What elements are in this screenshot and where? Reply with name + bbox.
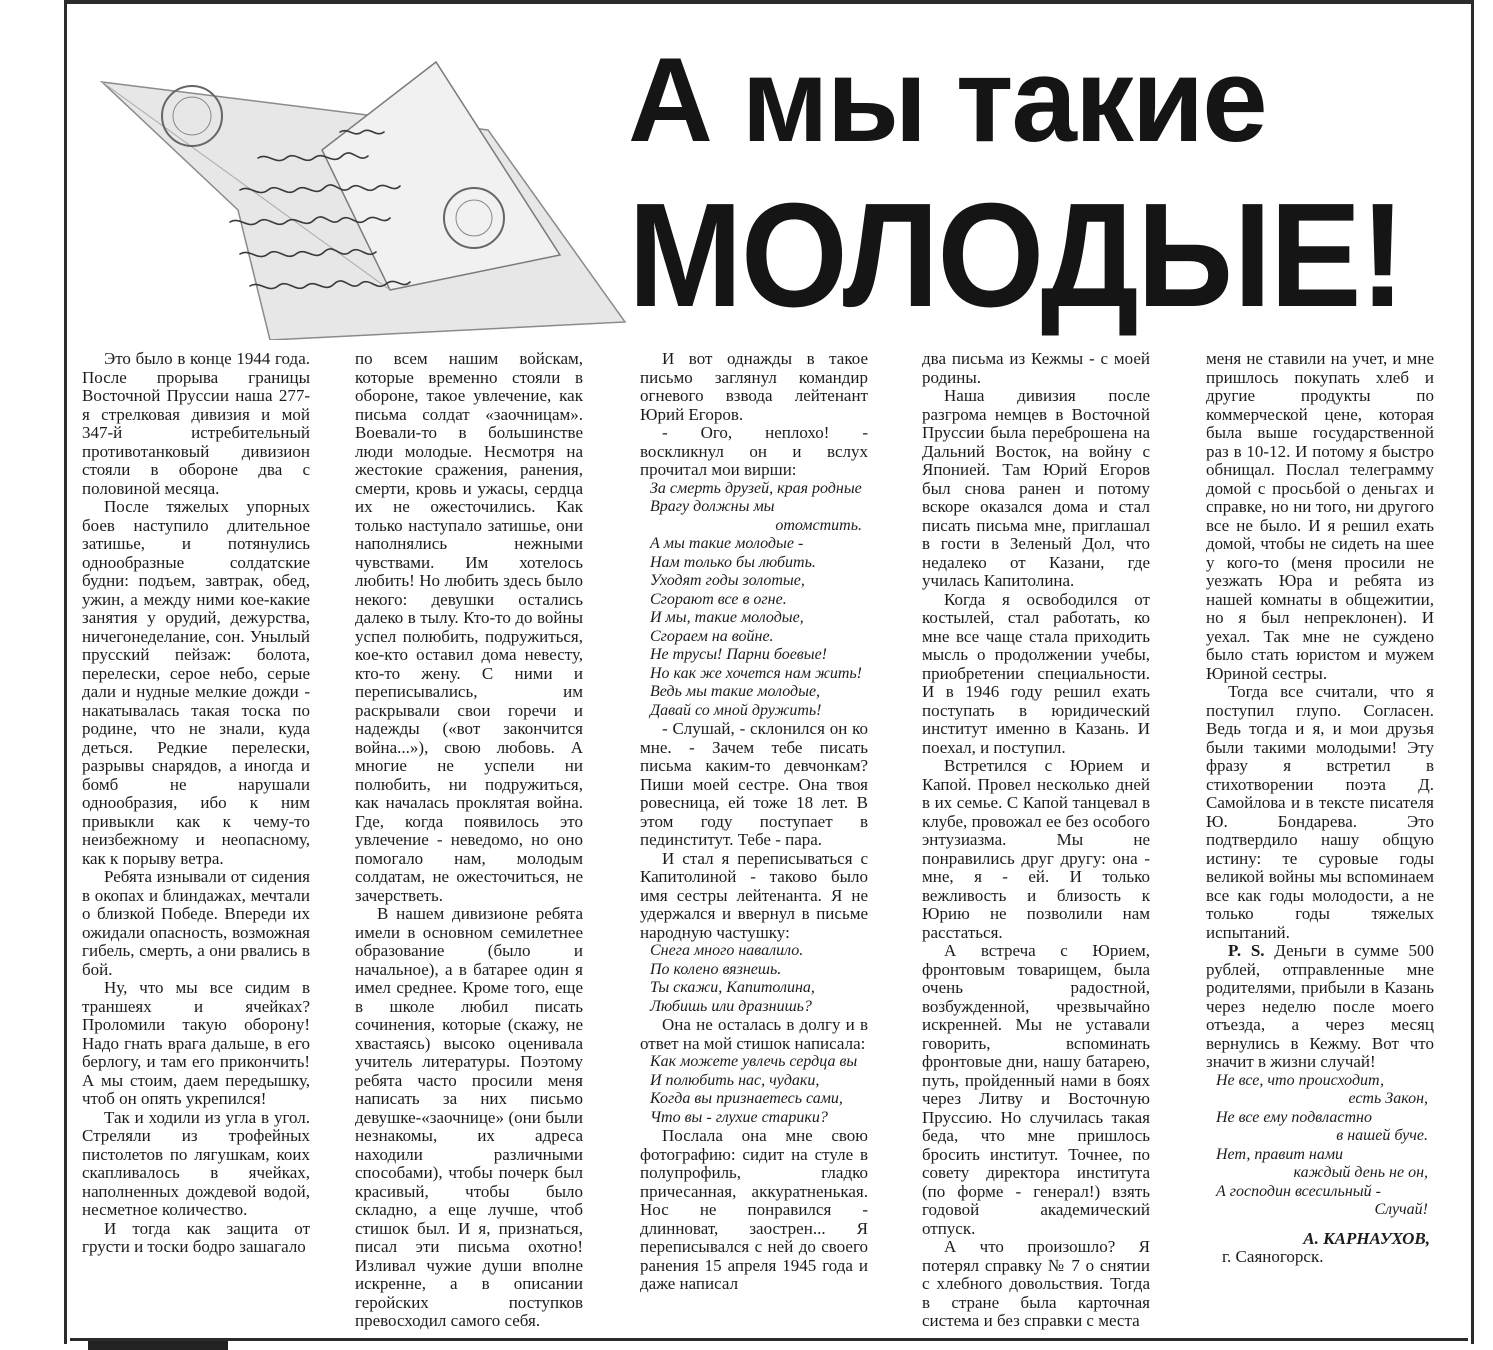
poem-line: И мы, такие молодые,: [650, 609, 804, 626]
poem-line: Как можете увлечь сердца вы: [650, 1053, 858, 1070]
headline-line-1: А мы такие: [628, 33, 1266, 167]
paragraph: меня не ставили на учет, и мне пришлось покупать хлеб и другие продукты по коммерческой цене, которая была выше государственной раз в 10-12. И потому я быстро обнищал. Послал телеграмму домой с просьбой о деньгах и справке, но ни того, ни другого все не было. И я решил ехать домой, чтобы не сидеть на шее у кого-то (меня просили не уезжать Юра и ребята из нашей комнаты в общежитии, но я был непреклонен). И уехал. Так мне не суждено было стать юристом и мужем Юриной сестры.: [1206, 349, 1434, 683]
poem-line: Сгорают все в огне.: [650, 590, 787, 608]
poem-line: А мы такие молодые -: [650, 535, 804, 552]
poem-line: Давай со мной дружить!: [650, 701, 822, 719]
paragraph: А что произошло? Я потерял справку № 7 о снятии с хлебного довольствия. Тогда в стране была карточная система и без справки с места: [922, 1237, 1150, 1330]
poem-line: Уходят годы золотые,: [650, 572, 805, 589]
paragraph: - Ого, неплохо! - воскликнул он и вслух прочитал мои вирши:: [640, 423, 868, 479]
poem-line: есть Закон,: [1348, 1090, 1428, 1107]
poem-line: Снега много навалило.: [650, 942, 804, 959]
paragraph: И тогда как защита от грусти и тоски бодро зашагало: [82, 1218, 310, 1256]
bottom-rule: [70, 1338, 1468, 1341]
poem-line: Врагу должны мы: [650, 498, 775, 515]
paragraph: Ну, что мы все сидим в траншеях и ячейках? Проломили такую оборону! Надо гнать врага дальше, в его берлогу, и там его прикончить! А мы стоим, даем передышку, чтоб он опять укрепился!: [82, 978, 310, 1108]
poem-line: За смерть друзей, края родные: [650, 479, 862, 497]
poem-line: По колено вязнешь.: [650, 960, 782, 978]
poem-line: Не трусы! Парни боевые!: [650, 646, 828, 663]
poem-line: А господин всесильный -: [1216, 1182, 1381, 1200]
column-1: [82, 350, 310, 1257]
paragraph: два письма из Кежмы - с моей родины.: [922, 349, 1150, 387]
poem-line: Ты скажи, Капитолина,: [650, 979, 815, 996]
paragraph: Наша дивизия после разгрома немцев в Восточной Пруссии была переброшена на Дальний Восток, на войну с Японией. Там Юрий Егоров был снова ранен и потому вскоре оказался дома и стал писать письма мне, приглашал в гости в Зеленый Дол, что недалеко от Казани, где училась Капитолина.: [922, 386, 1150, 590]
poem-stanza: [650, 535, 868, 720]
poem-line: Не все ему подвластно: [1216, 1108, 1372, 1126]
author-city: г. Саяногорск.: [1222, 1247, 1324, 1266]
headline-line-2: МОЛОДЫЕ!: [628, 173, 1404, 338]
paragraph: Встретился с Юрием и Капой. Провел несколько дней в их семье. С Капой танцевал в клубе, провожал ее без особого энтузиазма. Мы не понравились друг другу: она - мне, я - ей. И только вежливость и близость к Юрию не позволили нам расстаться.: [922, 756, 1150, 942]
paragraph: Ребята изнывали от сидения в окопах и блиндажах, мечтали о близкой Победе. Впереди их ожидали опасность, возможная гибель, смерть, а они рвались в бой.: [82, 867, 310, 979]
poem-stanza: [1216, 1072, 1434, 1220]
postscript-label: P. S.: [1228, 941, 1265, 960]
poem-line: в нашей буче.: [1336, 1127, 1428, 1144]
poem-stanza: [650, 1053, 868, 1127]
column-4: [922, 350, 1150, 1331]
postscript: [1206, 942, 1434, 1072]
poem-line: Нам только бы любить.: [650, 553, 816, 571]
paragraph: Тогда все считали, что я поступил глупо. Согласен. Ведь тогда и я, и мои друзья были такими молодыми! Эту фразу я встретил в стихотворении поэта Д. Самойлова и в тексте писателя Ю. Бондарева. Это подтвердило нашу общую истину: те суровые годы великой войны мы вспоминаем все как годы молодости, а не только годы тяжелых испытаний.: [1206, 682, 1434, 942]
paragraph: Послала она мне свою фотографию: сидит на стуле в полупрофиль, гладко причесанная, аккуратненькая. Нос не понравился - длинноват, заострен... Я переписывался с ней до своего ранения 15 апреля 1945 года и даже написал: [640, 1126, 868, 1293]
author-signature: А. КАРНАУХОВ,: [1303, 1228, 1430, 1248]
poem-line: каждый день не он,: [1293, 1164, 1428, 1181]
paragraph: После тяжелых упорных боев наступило длительное затишье, и потянулись однообразные солдатские будни: подъем, завтрак, обед, ужин, а между ними кое-какие занятия у орудий, дежурства, ничегонеделание, сон. Унылый прусский пейзаж: болота, перелески, серое небо, серые дали и нудные мелкие дожди - накатывалась такая тоска по родине, что не знали, куда деться. Редкие перелески, разрывы снарядов, а иногда и бомб не нарушали однообразия, ибо к ним привыкли как к чему-то неизбежному и неопасному, как к порыву ветра.: [82, 497, 310, 868]
postscript-text: Деньги в сумме 500 рублей, отправленные мне родителями, прибыли в Казань через неделю после моего отъезда, а через месяц вернулись в Кежму. Вот что значит в жизни случай!: [1206, 941, 1434, 1071]
paragraph: Это было в конце 1944 года. После прорыва границы Восточной Пруссии наша 277-я стрелковая дивизия и мой 347-й истребительный противотанковый дивизион стояли в обороне два с половиной месяца.: [82, 349, 310, 498]
poem-line: отомстить.: [775, 516, 862, 534]
poem-line: Нет, правит нами: [1216, 1145, 1344, 1163]
column-2: [355, 350, 583, 1331]
paragraph: Она не осталась в долгу и в ответ на мой стишок написала:: [640, 1015, 868, 1053]
poem-line: Но как же хочется нам жить!: [650, 664, 862, 682]
poem-stanza: [650, 480, 868, 536]
folded-letter-icon: [90, 40, 630, 340]
paragraph: Когда я освободился от костылей, стал работать, ко мне все чаще стала приходить мысль о продолжении учебы, приобретении специальности. И в 1946 году решил ехать поступать в юридический институт именно в Казань. И поехал, и поступил.: [922, 589, 1150, 757]
poem-line: И полюбить нас, чудаки,: [650, 1071, 820, 1089]
poem-line: Сгораем на войне.: [650, 627, 774, 645]
paragraph: Так и ходили из угла в угол. Стреляли из трофейных пистолетов по лягушкам, коих скапливалось в ячейках, наполненных дождевой водой, несметное количество.: [82, 1107, 310, 1219]
poem-line: Что вы - глухие старики?: [650, 1108, 828, 1126]
poem-line: Любишь или дразнишь?: [650, 997, 812, 1015]
paragraph: И стал я переписываться с Капитолиной - таково было имя сестры лейтенанта. Я не удержался и ввернул в письме народную частушку:: [640, 848, 868, 942]
poem-line: Ведь мы такие молодые,: [650, 683, 821, 700]
paragraph: В нашем дивизионе ребята имели в основном семилетнее образование (было и начальное), а в батарее один я имел среднее. Кроме того, еще в школе любил писать сочинения, которые (скажу, не хвастаясь) высоко оценивала учитель литературы. Поэтому ребята часто просили меня написать за них письмо девушке-«заочнице» (они были незнакомы, их адреса находили различными способами), чтобы почерк был красивый, чтобы было складно, а еще лучше, чтоб стишок был. И я, признаться, писал эти письма охотно! Изливал чужие души вполне искренне, а в описании геройских поступков превосходил самого себя.: [355, 904, 583, 1330]
poem-line: Не все, что происходит,: [1216, 1071, 1384, 1089]
poem-stanza: [650, 942, 868, 1016]
column-3: [640, 350, 868, 1294]
poem-line: Когда вы признаетесь сами,: [650, 1090, 843, 1107]
poem-line: Случай!: [1374, 1201, 1428, 1218]
paragraph: И вот однажды в такое письмо заглянул командир огневого взвода лейтенант Юрий Егоров.: [640, 349, 868, 424]
paragraph: по всем нашим войскам, которые временно стояли в обороне, такое увлечение, как письма солдат «заочницам». Воевали-то в большинстве люди молодые. Несмотря на жестокие сражения, ранения, смерти, кровь и ужасы, сердца их не ожесточились. Как только наступало затишье, они наполнялись нежными чувствами. Им хотелось любить! Но любить здесь было некого: девушки остались далеко в тылу. Кто-то до войны успел полюбить, подружиться, кое-кто оставил дома невесту, кто-то жену. С ними и переписывались, им раскрывали свои горечи и надежды («вот закончится война...»), свою любовь. А многие не успели ни полюбить, ни подружиться, как началась проклятая война. Где, когда появилось это увлечение - неведомо, но оно помогало нам, молодым солдатам, не ожесточиться, не зачерстветь.: [355, 349, 583, 905]
paragraph: А встреча с Юрием, фронтовым товарищем, была очень радостной, возбужденной, чрезвычайно искренней. Мы не уставали говорить, вспоминать фронтовые дни, нашу батарею, путь, пройденный нами в боях через Литву и Восточную Пруссию. Но случилась такая беда, что мне пришлось бросить институт. Точнее, по совету директора института (по форме - генерал!) взять годовой академический отпуск.: [922, 941, 1150, 1238]
paragraph: - Слушай, - склонился он ко мне. - Зачем тебе писать письма каким-то девчонкам? Пиши моей сестре. Она твоя ровесница, ей тоже 18 лет. В этом году поступает в пединститут. Тебе - пара.: [640, 719, 868, 849]
next-article-strip: [88, 1341, 228, 1350]
column-5: [1206, 350, 1434, 1267]
